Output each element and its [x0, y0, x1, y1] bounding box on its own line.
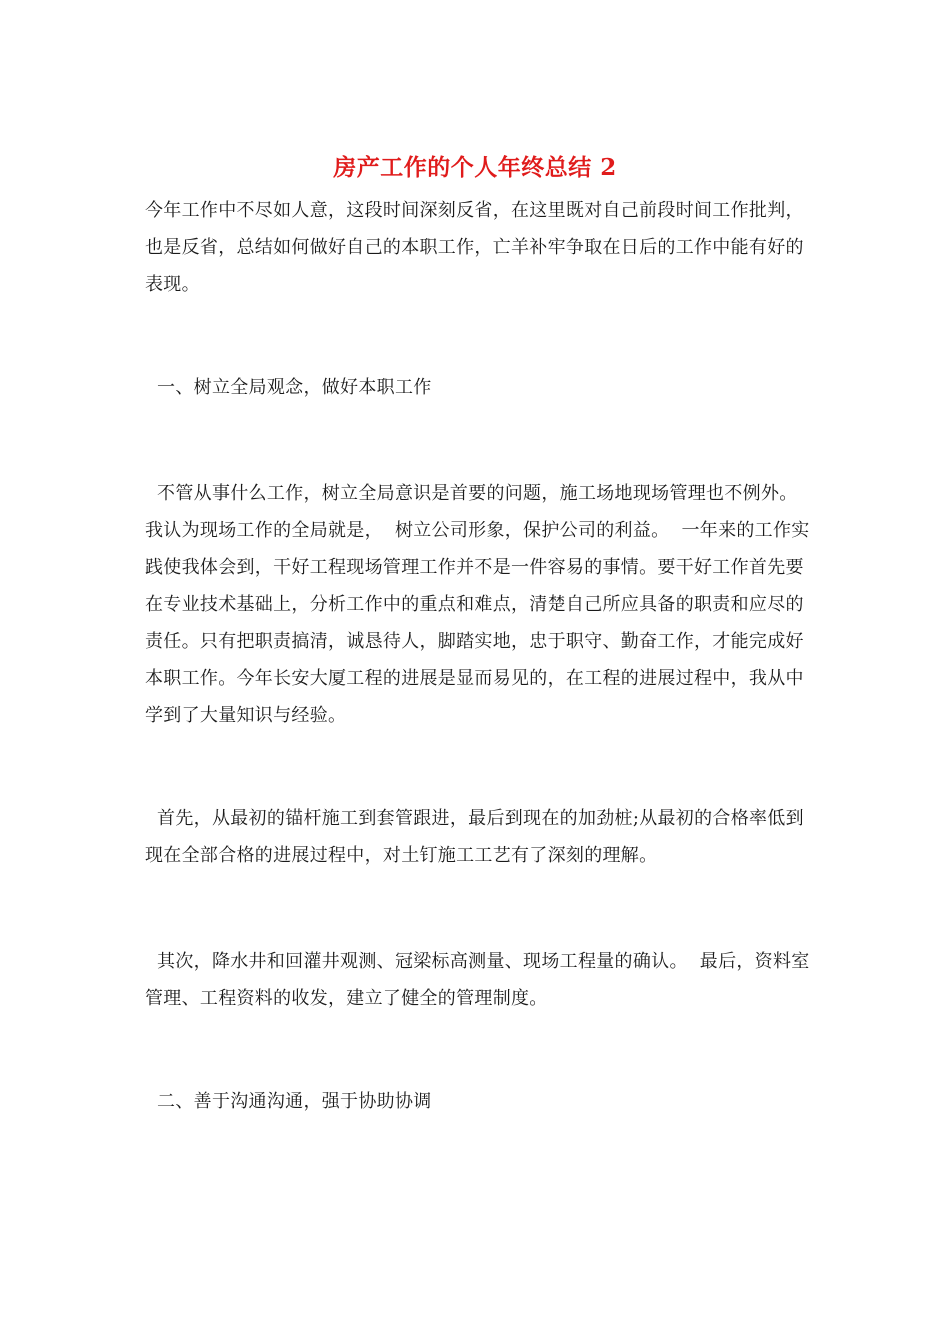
intro-paragraph: 今年工作中不尽如人意，这段时间深刻反省，在这里既对自己前段时间工作批判，也是反省，总结如何做好自己的本职工作，亡羊补牢争取在日后的工作中能有好的表现。 [145, 200, 804, 295]
section-one-paragraph: 不管从事什么工作，树立全局意识是首要的问题，施工场地现场管理也不例外。我认为现场工作的全局就是， 树立公司形象，保护公司的利益。 一年来的工作实践使我体会到，干好工程现场管理工作并不是一件容易的事情。要干好工作首先要在专业技术基础上，分析工作中的重点和难点，清楚自己所应具备的职责和应尽的责任。只有把职责搞清，诚恳待人，脚踏实地，忠于职守、勤奋工作，才能完成好本职工作。今年长安大厦工程的进展是显而易见的，在工程的进展过程中，我从中学到了大量知识与经验。 [145, 483, 810, 726]
document-title: 房产工作的个人年终总结 2 [333, 154, 617, 181]
second-point-paragraph: 其次，降水井和回灌井观测、冠梁标高测量、现场工程量的确认。 最后，资料室管理、工程资料的收发，建立了健全的管理制度。 [145, 951, 810, 1009]
section-one-heading: 一、树立全局观念，做好本职工作 [145, 377, 432, 398]
section-two-heading: 二、善于沟通沟通，强于协助协调 [145, 1091, 432, 1112]
first-point-paragraph: 首先，从最初的锚杆施工到套管跟进，最后到现在的加劲桩;从最初的合格率低到现在全部合格的进展过程中，对土钉施工工艺有了深刻的理解。 [145, 808, 804, 866]
